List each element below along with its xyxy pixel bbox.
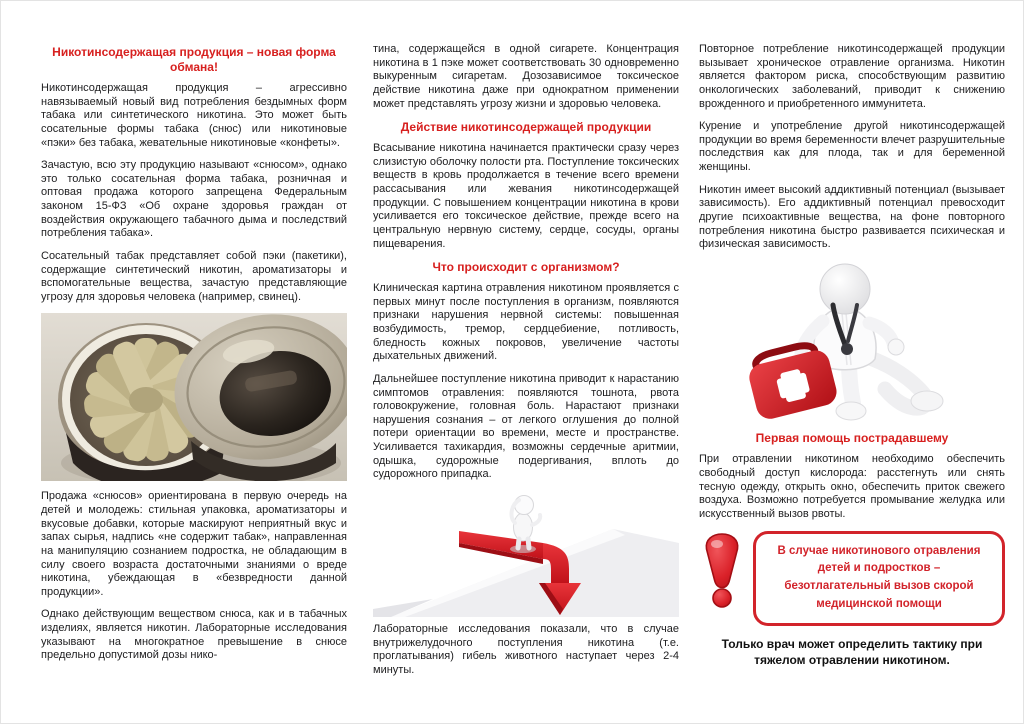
paragraph: тина, содержащейся в одной сигарете. Концентрация никотина в 1 пэке может соответствовать 30 одновременно выкуренным сигаретам. Дозозависимое токсическое действие никотина даже при однократном применении может представлять угрозу жизни и здоровью человека. (373, 43, 679, 110)
falling-off-cliff-illustration (373, 491, 679, 617)
cliff-red-arrow-svg (373, 491, 679, 617)
paragraph: Повторное потребление никотинсодержащей продукции вызывает хроническое отравление организма. Никотин является фактором риска, способствующим развитию онкологических заболеваний, приводит к снижению врожденного и приобретенного иммунитета. (699, 43, 1005, 110)
column-right (699, 43, 1005, 668)
column-left (41, 43, 347, 672)
paragraph: Дальнейшее поступление никотина приводит к нарастанию симптомов отравления: появляются тошнота, рвота головокружение, головная боль. Нарастают признаки нарушения сознания – от легкого оглушения до полной потери ориентации во времени, месте и пространстве. Усиливается тахикардия, возможны сердечные аритмии, одышка, судорожные подергивания, вплоть до судорожного припадка. (373, 372, 679, 481)
paragraph: Лабораторные исследования показали, что в случае внутрижелудочного поступления никотина (т.е. проглатывания) гибель животного наступает через 2-4 минуты. (373, 622, 679, 676)
column3-heading-first-aid: Первая помощь пострадавшему (755, 431, 949, 446)
exclamation-icon (699, 531, 745, 609)
snus-can-photo-svg (41, 313, 347, 481)
paragraph: Клиническая картина отравления никотином проявляется с первых минут после поступления в организм, появляются признаки нарушения нервной системы: повышенная возбудимость, тремор, сердцебиение, потливость, бледность кожных покровов, увеличение частоты дыхательных движений. (373, 282, 679, 363)
column-middle (373, 43, 679, 686)
paragraph: При отравлении никотином необходимо обеспечить свободный доступ кислорода: расстегнуть или снять тесную одежду, открыть окно, обеспечить приток свежего воздуха. Возможно потребуется промывание желудка или искусственный вызов рвоты. (699, 453, 1005, 520)
warning-callout (699, 531, 1005, 626)
warning-box: В случае никотинового отравления детей и подростков – безотлагательный вызов скорой медицинской помощи (753, 531, 1005, 626)
footer-note: Только врач может определить тактику при тяжелом отравлении никотином. (721, 636, 983, 667)
paragraph: Однако действующим веществом снюса, как и в табачных изделиях, является никотин. Лабораторные исследования указывают на многократное превышение в снюсе предельно допустимой дозы нико- (41, 608, 347, 662)
paragraph: Всасывание никотина начинается практически сразу через слизистую оболочку полости рта. Поступление токсических веществ в кровь продолжается в течение всего времени рассасывания или жевания никотинсодержащей продукции. С повышением концентрации никотина в крови усиливается его токсическое действие, прежде всего на центральную нервную систему, сердце, сосуды, органы пищеварения. (373, 142, 679, 250)
paragraph: Продажа «снюсов» ориентирована в первую очередь на детей и молодежь: стильная упаковка, ароматизаторы и вкусовые добавки, которые маскируют неприятный вкус и запах сырья, надпись «не содержит табак», направленная на манипуляцию сознанием подростка, не обладающим в силу своего возраста достаточными знаниями о вреде никотина, убеждающая в «безвредности данной продукции». (41, 490, 347, 598)
paragraph: Сосательный табак представляет собой пэки (пакетики), содержащие синтетический никотин, ароматизаторы и вспомогательные вещества, зачастую представляющие угрозу для здоровья человека (например, свинец). (41, 249, 347, 303)
column2-heading-organism: Что происходит с организмом? (432, 260, 620, 275)
column2-heading-action: Действие никотинсодержащей продукции (400, 120, 652, 135)
paragraph: Зачастую, всю эту продукцию называют «снюсом», однако это только сосательная форма табака, розничная и оптовая продажа которого запрещена Федеральным законом 15-ФЗ «Об охране здоровья граждан от воздействия окружающего табачного дыма и последствий потребления табака». (41, 159, 347, 240)
snus-can-photo (41, 313, 347, 481)
paragraph: Никотин имеет высокий аддиктивный потенциал (вызывает зависимость). Его аддиктивный потенциал превосходит другие психоактивные вещества, на фоне повторного потребления никотина быстро развивается психическая и физическая зависимость. (699, 183, 1005, 251)
column1-heading: Никотинсодержащая продукция – новая форма обмана! (52, 45, 336, 74)
paragraph: Курение и употребление другой никотинсодержащей продукции во время беременности влечет разрушительные последствия как для плода, так и для беременной женщины. (699, 120, 1005, 173)
paragraph: Никотинсодержащая продукция – агрессивно навязываемый новый вид потребления бездымных форм табака или синтетического никотина. Это может быть сосательные формы табака (снюс) или никотиновые «пэки» без табака, жевательные никотиновые «конфеты». (41, 82, 347, 149)
doctor-first-aid-svg (699, 261, 1005, 423)
running-doctor-illustration (699, 261, 1005, 428)
